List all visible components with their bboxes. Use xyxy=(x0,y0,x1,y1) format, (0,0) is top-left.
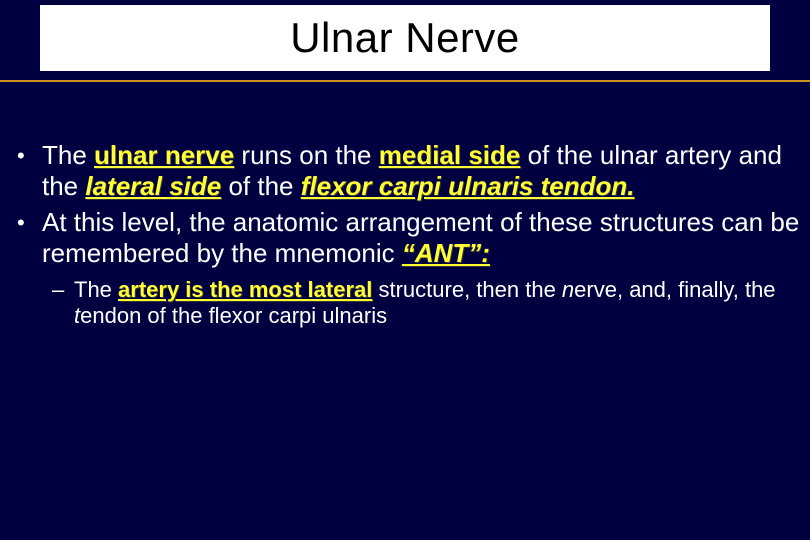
sub1-text: erve, and, finally, the xyxy=(574,277,776,302)
highlight-medial-side: medial side xyxy=(378,140,521,170)
italic-t: t xyxy=(74,303,81,328)
highlight-ant-mnemonic: “ANT”: xyxy=(401,238,490,268)
bullet1-text: of the ulnar artery and the xyxy=(42,140,782,201)
sub-bullet-ant xyxy=(0,277,810,329)
sub1-text: structure, then the xyxy=(372,277,562,302)
bullet-ulnar-nerve-position xyxy=(0,140,810,202)
bullet1-text: of the xyxy=(221,171,301,201)
italic-n: n xyxy=(561,277,575,302)
sub-bullet-marker: – xyxy=(52,277,65,302)
bullet2-text: At this level, the anatomic arrangement of these structures can be remembered by the mnemonic xyxy=(42,207,800,268)
bullet1-text: The xyxy=(42,140,95,170)
bullet-marker: • xyxy=(17,210,25,235)
highlight-lateral-side: lateral side xyxy=(85,171,222,201)
title-divider xyxy=(0,80,810,82)
slide-content xyxy=(0,140,810,329)
title-box xyxy=(40,5,770,71)
bullet-mnemonic xyxy=(0,207,810,269)
sub1-text: The xyxy=(74,277,119,302)
highlight-fcu-tendon: flexor carpi ulnaris tendon. xyxy=(300,171,635,201)
bullet1-text: runs on the xyxy=(234,140,379,170)
slide-title: Ulnar Nerve xyxy=(290,14,520,61)
bullet-marker: • xyxy=(17,143,25,168)
sub1-text: endon of the flexor carpi ulnaris xyxy=(80,303,388,328)
highlight-artery-lateral: artery is the most lateral xyxy=(118,277,373,302)
highlight-ulnar-nerve: ulnar nerve xyxy=(94,140,235,170)
